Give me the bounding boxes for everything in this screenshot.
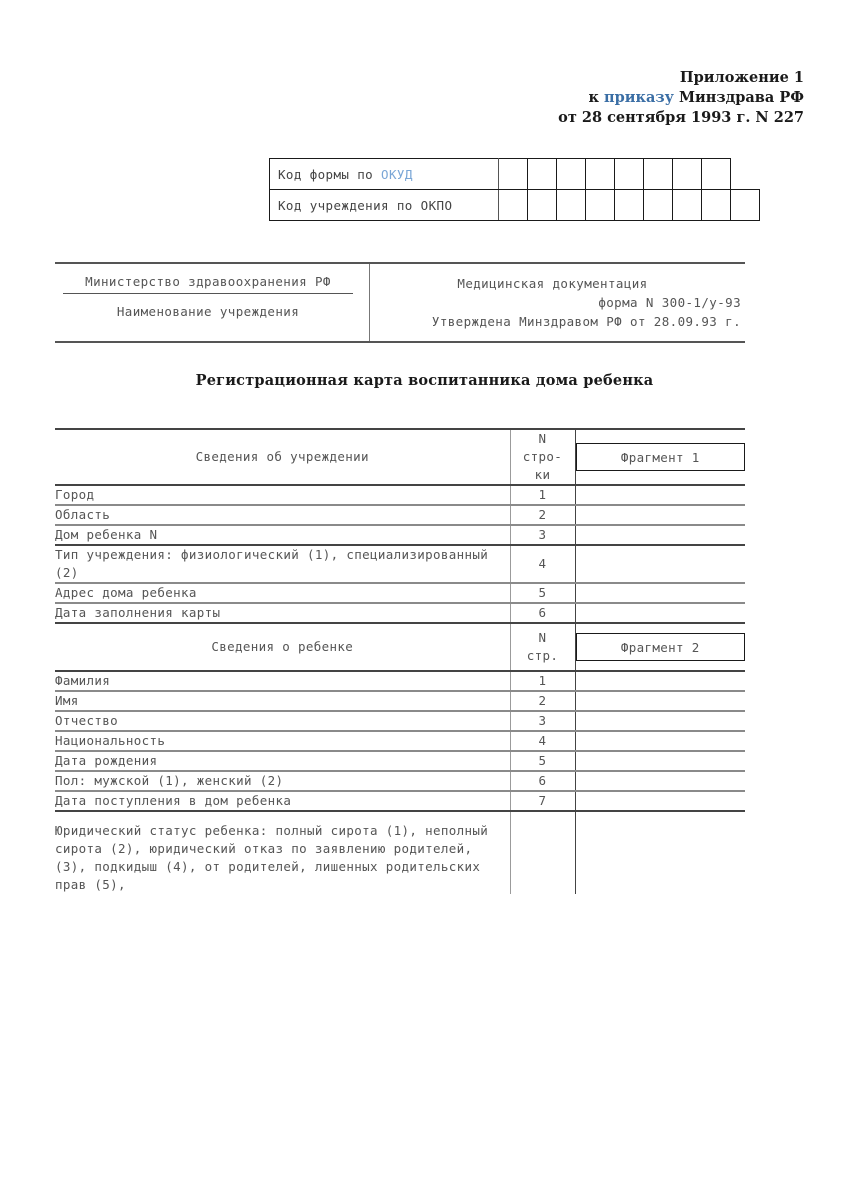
row-value-cell[interactable]	[575, 485, 745, 505]
institution-name-caption: Наименование учреждения	[116, 304, 300, 319]
row-number: 2	[510, 691, 575, 711]
row-number: 5	[510, 583, 575, 603]
section2-header-title: Сведения о ребенке	[55, 623, 510, 671]
okpo-code-cell[interactable]	[702, 190, 731, 221]
table-row	[55, 505, 745, 525]
okpo-code-cell[interactable]	[557, 190, 586, 221]
num-line-2: стро-	[522, 449, 563, 464]
row-value-cell[interactable]	[575, 811, 745, 894]
fragment-1-box: Фрагмент 1	[576, 443, 746, 471]
table-row	[55, 711, 745, 731]
header-line-2-prefix: к	[588, 89, 604, 106]
row-value-cell[interactable]	[575, 771, 745, 791]
document-header	[558, 68, 804, 128]
form-number-label: форма N 300-1/у-93	[598, 295, 741, 310]
institution-right-cell	[370, 264, 745, 341]
row-label: Национальность	[55, 731, 510, 751]
row-value-cell[interactable]	[575, 525, 745, 545]
row-label: Отчество	[55, 711, 510, 731]
okud-code-cell[interactable]	[586, 159, 615, 190]
row-value-cell[interactable]	[575, 545, 745, 583]
header-line-2	[558, 88, 804, 108]
row-label: Дата рождения	[55, 751, 510, 771]
okud-link[interactable]: ОКУД	[381, 166, 413, 182]
row-label: Юридический статус ребенка: полный сирота (1), неполный сирота (2), юридический отказ по заявлению родителей, (3), подкидыш (4), от родителей, лишенных родительских прав (5),	[55, 811, 510, 894]
okud-code-cell[interactable]	[528, 159, 557, 190]
section2-header-row	[55, 623, 745, 671]
row-number: 3	[510, 711, 575, 731]
row-number: 5	[510, 751, 575, 771]
row-label: Дата поступления в дом ребенка	[55, 791, 510, 811]
okpo-code-cell[interactable]	[528, 190, 557, 221]
row-number: 1	[510, 671, 575, 691]
medical-documentation-label: Медицинская документация	[457, 276, 648, 291]
table-row	[55, 731, 745, 751]
code-label-okud-prefix: Код формы по	[278, 166, 382, 182]
row-label: Имя	[55, 691, 510, 711]
page-title: Регистрационная карта воспитанника дома ребенка	[195, 372, 654, 389]
row-number	[510, 811, 575, 894]
row-label: Фамилия	[55, 671, 510, 691]
row-label: Дом ребенка N	[55, 525, 510, 545]
okud-code-cell[interactable]	[499, 159, 528, 190]
row-value-cell[interactable]	[575, 751, 745, 771]
row-label: Пол: мужской (1), женский (2)	[55, 771, 510, 791]
registration-form-table	[55, 428, 745, 894]
section1-fragment-cell	[575, 429, 745, 485]
okpo-code-cell[interactable]	[615, 190, 644, 221]
section2-header-num	[510, 623, 575, 671]
table-row	[55, 671, 745, 691]
section1-header-title: Сведения об учреждении	[55, 429, 510, 485]
okpo-code-cell[interactable]	[644, 190, 673, 221]
code-label-okpo: Код учреждения по ОКПО	[270, 190, 499, 221]
code-row-okpo	[270, 190, 760, 221]
row-value-cell[interactable]	[575, 691, 745, 711]
approval-label: Утверждена Минздравом РФ от 28.09.93 г.	[431, 314, 741, 329]
okpo-code-cell[interactable]	[731, 190, 760, 221]
section1-header-num	[510, 429, 575, 485]
table-row	[55, 485, 745, 505]
code-label-okud	[270, 159, 499, 190]
num-line-2: стр.	[526, 648, 559, 663]
row-value-cell[interactable]	[575, 711, 745, 731]
num-line-3: ки	[534, 467, 551, 482]
section2-fragment-cell	[575, 623, 745, 671]
okud-code-cell[interactable]	[673, 159, 702, 190]
row-number: 7	[510, 791, 575, 811]
row-value-cell[interactable]	[575, 505, 745, 525]
okud-code-cell[interactable]	[702, 159, 731, 190]
table-row	[55, 545, 745, 583]
row-number: 3	[510, 525, 575, 545]
row-number: 4	[510, 545, 575, 583]
row-number: 1	[510, 485, 575, 505]
row-value-cell[interactable]	[575, 603, 745, 623]
institution-block	[55, 262, 745, 343]
institution-left-cell	[55, 264, 370, 341]
row-label: Город	[55, 485, 510, 505]
okpo-code-cell[interactable]	[673, 190, 702, 221]
row-number: 4	[510, 731, 575, 751]
row-label: Дата заполнения карты	[55, 603, 510, 623]
row-value-cell[interactable]	[575, 731, 745, 751]
row-number: 6	[510, 603, 575, 623]
header-line-3: от 28 сентября 1993 г. N 227	[558, 109, 804, 126]
num-line-1: N	[538, 630, 547, 645]
okud-code-cell[interactable]	[557, 159, 586, 190]
header-line-1: Приложение 1	[679, 69, 804, 86]
header-line-2-suffix: Минздрава РФ	[673, 89, 804, 106]
table-row	[55, 525, 745, 545]
fragment-2-box: Фрагмент 2	[576, 633, 746, 661]
row-number: 2	[510, 505, 575, 525]
row-label: Адрес дома ребенка	[55, 583, 510, 603]
row-value-cell[interactable]	[575, 583, 745, 603]
code-row-spacer	[731, 159, 760, 190]
table-row	[55, 691, 745, 711]
table-row	[55, 583, 745, 603]
table-row	[55, 603, 745, 623]
okpo-code-cell[interactable]	[586, 190, 615, 221]
section1-header-row	[55, 429, 745, 485]
row-value-cell[interactable]	[575, 791, 745, 811]
code-row-okud	[270, 159, 760, 190]
table-row	[55, 771, 745, 791]
row-value-cell[interactable]	[575, 671, 745, 691]
num-line-1: N	[538, 431, 547, 446]
code-table	[269, 158, 760, 221]
row-number: 6	[510, 771, 575, 791]
table-row	[55, 791, 745, 811]
table-row	[55, 811, 745, 894]
okpo-code-cell[interactable]	[499, 190, 528, 221]
table-row	[55, 751, 745, 771]
okud-code-cell[interactable]	[644, 159, 673, 190]
row-label: Область	[55, 505, 510, 525]
row-label: Тип учреждения: физиологический (1), специализированный (2)	[55, 545, 510, 583]
ministry-name: Министерство здравоохранения РФ	[63, 274, 353, 294]
okud-code-cell[interactable]	[615, 159, 644, 190]
prikazu-link[interactable]: приказу	[603, 89, 674, 106]
